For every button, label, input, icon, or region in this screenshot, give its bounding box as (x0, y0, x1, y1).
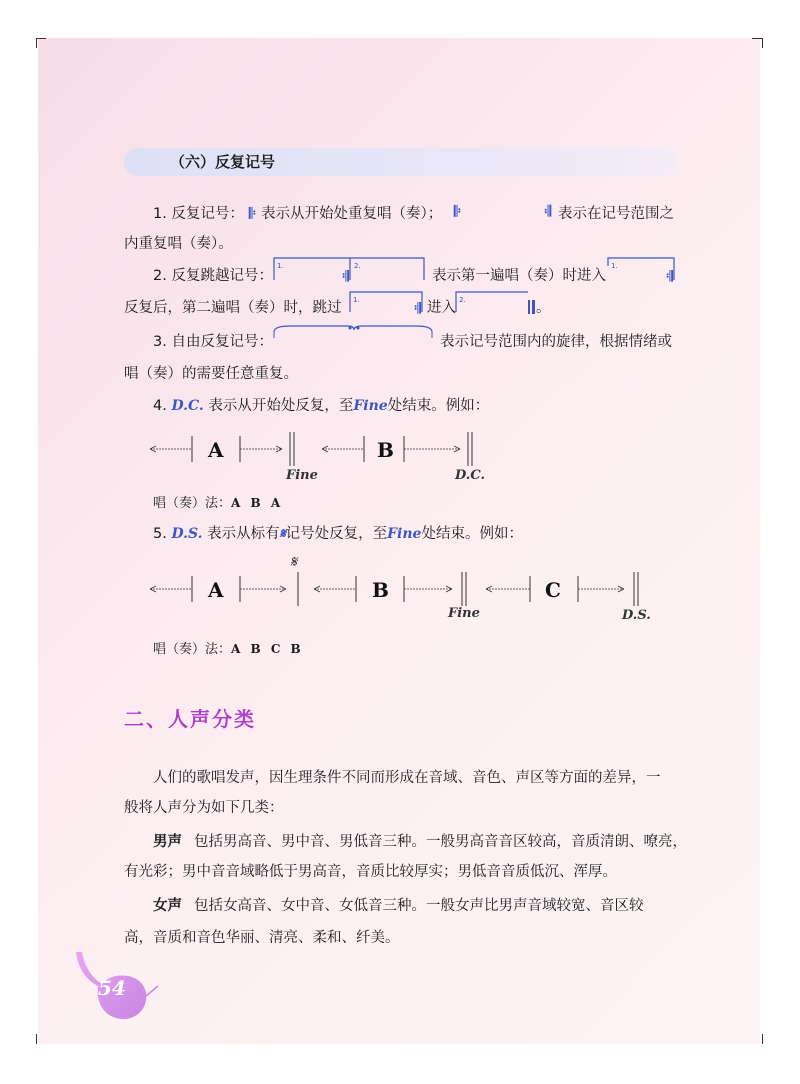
diagram1-B: B (377, 438, 394, 462)
dc-symbol: D.C. (171, 398, 204, 414)
diagram1-lines (140, 424, 490, 474)
volta-label-1: 1. (277, 262, 284, 270)
volta-label-1c: 1. (353, 296, 360, 304)
diagram1-singing-order (153, 494, 283, 513)
diagram1-sing-label: 唱（奏）法： (153, 496, 232, 511)
diagram1-A: A (208, 438, 224, 462)
diagram2-sing-value: A B C B (231, 642, 304, 656)
diagram2-sing-label: 唱（奏）法： (153, 642, 232, 657)
item5-desc2: 记号处反复，至 (285, 526, 388, 542)
diagram2-segno: 𝄋 (290, 552, 297, 571)
male-voice-label: 男声 (153, 834, 182, 850)
crop-mark-top-left (36, 38, 37, 48)
item1-line2: 内重复唱（奏）。 (124, 236, 233, 252)
item3-desc: 表示记号范围内的旋律，根据情绪或 (440, 334, 672, 350)
male-voice-desc1: 包括男高音、男中音、男低音三种。一般男高音音区较高，音质清朗、嘹亮， (194, 834, 687, 850)
diagram1-dc: D.C. (455, 468, 485, 483)
female-voice-label: 女声 (153, 898, 182, 914)
item1-desc1: 表示从开始处重复唱（奏）； (261, 206, 443, 222)
volta-bracket-end (604, 254, 680, 286)
diagram2-singing-order (153, 640, 304, 659)
item5-desc3: 处结束。例如： (421, 526, 523, 542)
free-repeat-sign (270, 318, 436, 354)
crop-mark-top-right (762, 38, 763, 48)
female-voice-line1 (153, 896, 644, 916)
diagram1-fine: Fine (286, 468, 318, 483)
item2-label: 2. 反复跳越记号： (153, 268, 273, 284)
ds-symbol: D.S. (171, 526, 203, 542)
repeat-range-close-sign: 𝄇 (544, 204, 552, 220)
volta-bracket-skip (346, 288, 426, 318)
diagram2-B: B (372, 578, 389, 602)
female-voice-desc1: 包括女高音、女中音、女低音三种。一般女声比男声音域较宽、音区较 (194, 898, 644, 914)
item2-enter: 进入 (427, 300, 456, 316)
voice-intro-line1: 人们的歌唱发声，因生理条件不同而形成在音域、音色、声区等方面的差异，一 (153, 770, 661, 786)
volta-brackets-1 (270, 254, 430, 286)
segno-icon: 𝄋 (279, 526, 286, 542)
volta-repeat-sign: 𝄇 (342, 269, 349, 285)
fine-symbol-2: Fine (387, 526, 422, 542)
item5-num: 5. (153, 526, 167, 542)
male-voice-line1 (153, 832, 687, 852)
volta-repeat-sign-c: 𝄇 (414, 301, 421, 317)
item1-line1 (153, 204, 442, 224)
item4-desc2: 处结束。例如： (387, 398, 490, 414)
diagram1-sing-value: A B A (231, 496, 284, 510)
crop-mark-top-left-h (36, 38, 46, 39)
item3-line2: 唱（奏）的需要任意重复。 (124, 366, 298, 382)
item2-line2a: 反复后，第二遍唱（奏）时，跳过 (124, 300, 342, 316)
volta-label-2b: 2. (459, 296, 466, 304)
item4-num: 4. (153, 398, 167, 414)
voice-section-title: 二、人声分类 (124, 707, 256, 731)
male-voice-line2: 有光彩；男中音音域略低于男高音，音质比较厚实；男低音音质低沉、浑厚。 (124, 864, 617, 880)
section-title: （六）反复记号 (170, 153, 276, 171)
item2-desc1: 表示第一遍唱（奏）时进入 (432, 268, 606, 284)
item4-line (153, 396, 489, 416)
voice-intro-line2: 般将人声分为如下几类： (124, 800, 284, 816)
volta-bracket-second (452, 288, 536, 318)
crop-mark-bottom-right (762, 1034, 763, 1044)
item1-label: 1. 反复记号： (153, 206, 244, 222)
repeat-start-sign-1: 𝄆 (248, 206, 257, 222)
volta-label-1b: 1. (611, 262, 618, 270)
item2-period: 。 (536, 300, 551, 316)
item5-line (153, 524, 523, 544)
volta-repeat-sign-b: 𝄇 (666, 269, 673, 285)
crop-mark-bottom-left (36, 1034, 37, 1044)
item3-label: 3. 自由反复记号： (153, 334, 273, 350)
item1-desc2: 表示在记号范围之 (558, 206, 674, 222)
diagram2-A: A (208, 578, 224, 602)
item5-desc1: 表示从标有 (207, 526, 280, 542)
diagram2-ds: D.S. (622, 608, 651, 623)
volta-label-2: 2. (354, 262, 361, 270)
fine-symbol-1: Fine (353, 398, 388, 414)
item4-desc1: 表示从开始处反复，至 (208, 398, 354, 414)
repeat-range-open-sign: 𝄆 (454, 204, 462, 220)
page-number: 54 (98, 976, 126, 1000)
diagram2-C: C (545, 578, 561, 602)
crop-mark-top-right-h (752, 38, 762, 39)
female-voice-line2: 高，音质和音色华丽、清亮、柔和、纤美。 (124, 930, 400, 946)
diagram2-fine: Fine (448, 606, 480, 621)
